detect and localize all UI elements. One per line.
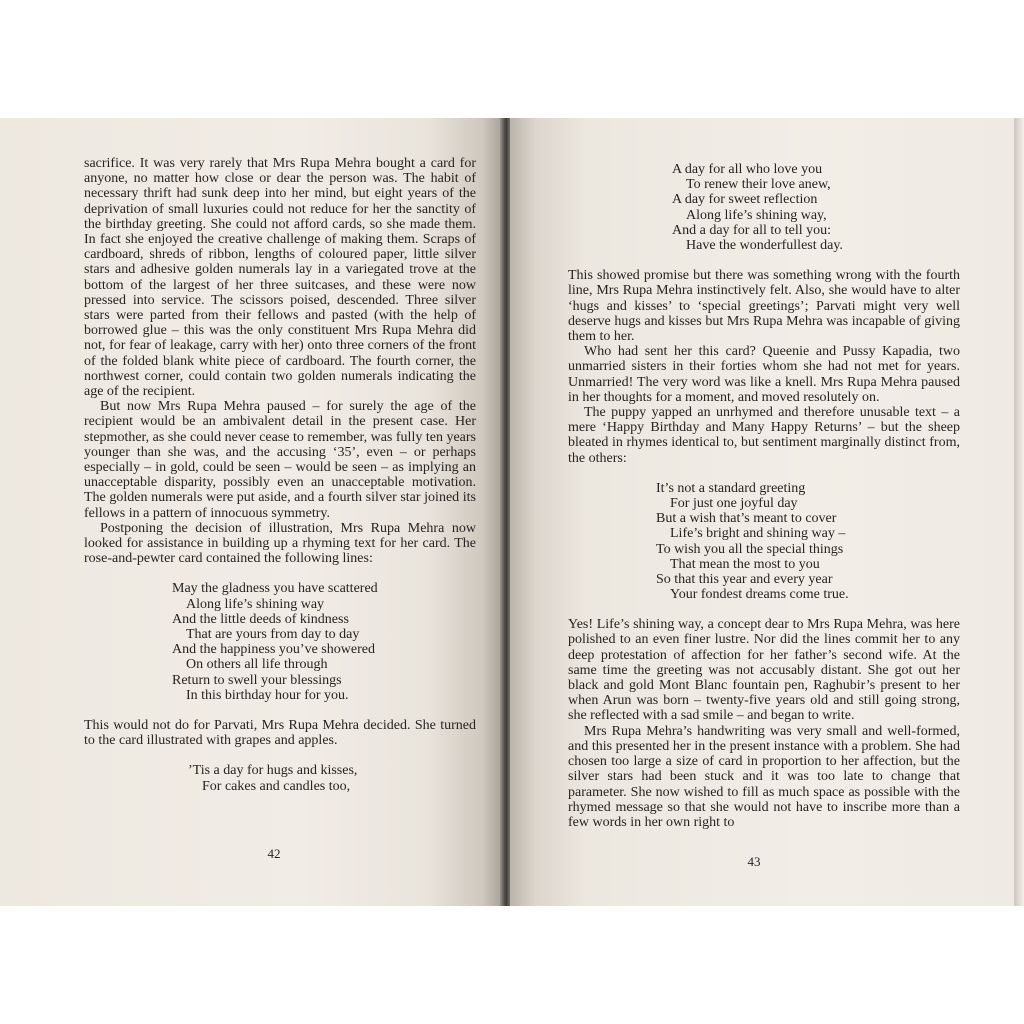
poem-line: Along life’s shining way — [186, 596, 325, 612]
left-poem-1 — [172, 581, 476, 703]
poem-line: Return to swell your blessings — [172, 672, 342, 688]
poem-line: A day for sweet reflection — [672, 192, 818, 208]
poem-line: ’Tis a day for hugs and kisses, — [188, 763, 358, 779]
poem-line: May the gladness you have scattered — [172, 581, 378, 597]
poem-line: And the little deeds of kindness — [172, 611, 349, 627]
page-number-right: 43 — [747, 854, 761, 869]
page-edge — [1014, 118, 1024, 906]
poem-line: So that this year and every year — [656, 571, 833, 587]
left-poem-2 — [188, 763, 476, 793]
poem-line: Have the wonderfullest day. — [686, 237, 843, 253]
left-paragraph-4: This would not do for Parvati, Mrs Rupa Mehra decided. She turned to the card illustrated with grapes and apples. — [84, 717, 476, 749]
right-page — [510, 118, 1014, 906]
right-poem-1 — [672, 162, 960, 253]
open-book — [0, 118, 1024, 906]
poem-line: That mean the most to you — [670, 556, 820, 572]
poem-line: In this birthday hour for you. — [186, 687, 349, 703]
right-paragraph-5: Mrs Rupa Mehra’s handwriting was very small and well-formed, and this presented her in the present instance with a problem. She had chosen too large a size of card in proportion to her affection, but the silver stars had been stuck and it was too late to change that parameter. She now wished to fill as much space as possible with the rhymed message so that she would not have to inscribe more than a few words in her own right to — [568, 723, 960, 830]
right-paragraph-3: The puppy yapped an unrhymed and therefore unusable text – a mere ‘Happy Birthday and Many Happy Returns’ – but the sheep bleated in rhymes identical to, but sentiment marginally distinct from, the others: — [568, 404, 960, 466]
right-paragraph-1: This showed promise but there was something wrong with the fourth line, Mrs Rupa Mehra instinctively felt. Also, she would have to alter ‘hugs and kisses’ to ‘special greetings’; Parvati might very well deserve hugs and kisses but Mrs Rupa Mehra was incapable of giving them to her. — [568, 268, 960, 344]
left-paragraph-2: But now Mrs Rupa Mehra paused – for surely the age of the recipient would be an ambivalent detail in the present case. Her stepmother, as she could never cease to remember, was fully ten years younger than she was, and the accusing ‘35’, even – or perhaps especially – in gold, could be seen – would be seen – as implying an unacceptable disparity, possibly even an unacceptable motivation. The golden numerals were put aside, and a fourth silver star joined its fellows in a pattern of innocuous symmetry. — [84, 399, 476, 521]
poem-line: But a wish that’s meant to cover — [656, 511, 837, 527]
poem-line: And the happiness you’ve showered — [172, 642, 375, 658]
poem-line: That are yours from day to day — [186, 627, 360, 643]
page-number-left: 42 — [267, 846, 281, 861]
right-page-text — [568, 162, 960, 830]
right-poem-2 — [656, 481, 960, 603]
poem-line: To wish you all the special things — [656, 541, 844, 557]
poem-line: Your fondest dreams come true. — [670, 587, 849, 603]
poem-line: It’s not a standard greeting — [656, 480, 806, 496]
poem-line: For cakes and candles too, — [202, 778, 351, 794]
poem-line: On others all life through — [186, 657, 328, 673]
poem-line: For just one joyful day — [670, 495, 798, 511]
left-paragraph-3: Postponing the decision of illustration, Mrs Rupa Mehra now looked for assistance in building up a rhyming text for her card. The rose-and-pewter card contained the following lines: — [84, 520, 476, 567]
poem-line: Life’s bright and shining way – — [670, 526, 846, 542]
poem-line: To renew their love anew, — [686, 177, 831, 193]
right-paragraph-2: Who had sent her this card? Queenie and Pussy Kapadia, two unmarried sisters in their forties whom she had not met for years. Unmarried! The very word was like a knell. Mrs Rupa Mehra paused in her thoughts for a moment, and moved resolutely on. — [568, 344, 960, 405]
left-paragraph-1: sacrifice. It was very rarely that Mrs Rupa Mehra bought a card for anyone, no matter how close or dear the person was. The habit of necessary thrift had sunk deep into her mind, but eight years of the deprivation of small luxuries could not reduce for her the sanctity of the birthday greeting. She could not afford cards, so she made them. In fact she enjoyed the creative challenge of making them. Scraps of cardboard, shreds of ribbon, lengths of coloured paper, little silver stars and adhesive golden numerals lay in a variegated trove at the bottom of the largest of her three suitcases, and these were now pressed into service. The scissors poised, descended. Three silver stars were parted from their fellows and pasted (with the help of borrowed glue – this was the only constituent Mrs Rupa Mehra did not, for fear of leakage, carry with her) onto three corners of the front of the folded blank white piece of cardboard. The fourth corner, the northwest corner, could contain two golden numerals indicating the age of the recipient. — [84, 156, 476, 400]
left-page — [0, 118, 502, 906]
poem-line: Along life’s shining way, — [686, 207, 827, 223]
poem-line: And a day for all to tell you: — [672, 222, 832, 238]
poem-line: A day for all who love you — [672, 162, 823, 177]
left-page-text — [84, 156, 476, 794]
right-paragraph-4: Yes! Life’s shining way, a concept dear to Mrs Rupa Mehra, was here polished to an even finer lustre. Nor did the lines commit her to any deep protestation of affection for her father’s second wife. At the same time the greeting was not accusably distant. She got out her black and gold Mont Blanc fountain pen, Raghubir’s present to her when Arun was born – twenty-five years old and still going strong, she reflected with a sad smile – and began to write. — [568, 617, 960, 724]
